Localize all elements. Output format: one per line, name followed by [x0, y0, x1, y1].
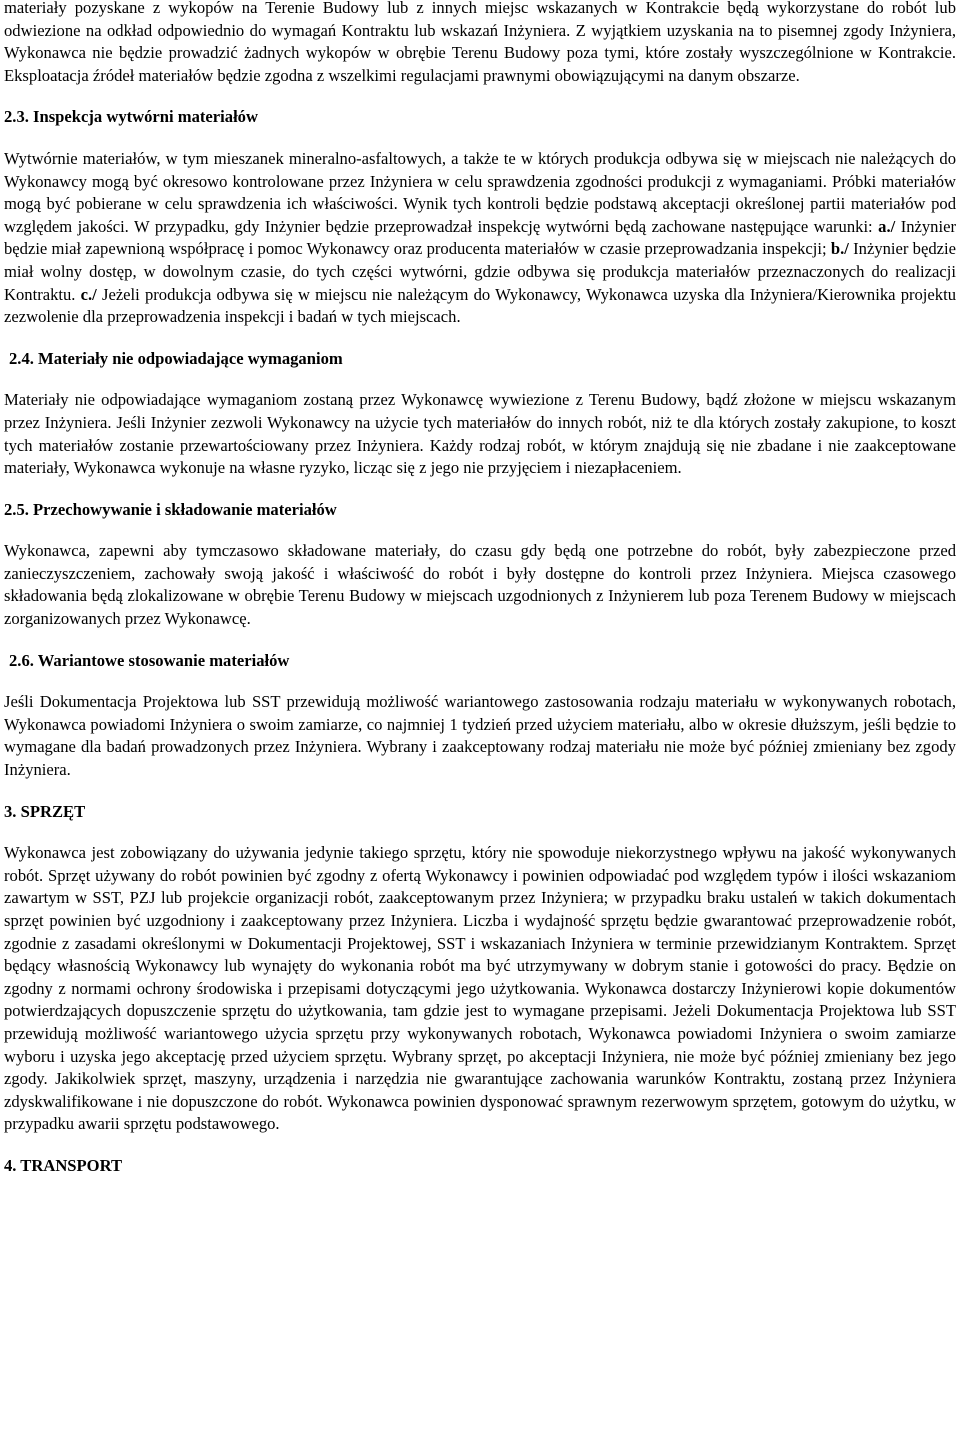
heading-3: 3. SPRZĘT [4, 801, 86, 821]
heading-4: 4. TRANSPORT [4, 1155, 123, 1175]
paragraph-3: Wykonawca jest zobowiązany do używania jedynie takiego sprzętu, który nie spowoduje niekorzystnego wpływu na jakość wykonywanych robót. Sprzęt używany do robót powinien być zgodny z ofertą Wykonawcy i powinien odpowiadać pod względem typów i ilości wskazaniom zawartym w SST, PZJ lub projekcie organizacji robót, zaakceptowanym przez Inżyniera; w przypadku braku ustaleń w takich dokumentach sprzęt powinien być uzgodniony i zaakceptowany przez Inżyniera. Liczba i wydajność sprzętu będzie gwarantować przeprowadzenie robót, zgodnie z zasadami określonymi w Dokumentacji Projektowej, SST i wskazaniach Inżyniera w terminie przewidzianym Kontraktem. Sprzęt będący własnością Wykonawcy lub wynajęty do wykonania robót ma być utrzymywany w dobrym stanie i gotowości do pracy. Będzie on zgodny z normami ochrony środowiska i przepisami dotyczącymi jego użytkowania. Wykonawca dostarczy Inżynierowi kopie dokumentów potwierdzających dopuszczenie sprzętu do użytkowania, tam gdzie jest to wymagane przepisami. Jeżeli Dokumentacja Projektowa lub SST przewidują możliwość wariantowego użycia sprzętu przy wykonywanych robotach, Wykonawca powiadomi Inżyniera o swoim zamiarze wyboru i uzyska jego akceptację przed użyciem sprzętu. Wybrany sprzęt, po akceptacji Inżyniera, nie może być później zmieniany bez jego zgody. Jakikolwiek sprzęt, maszyny, urządzenia i narzędzia nie gwarantujące zachowania warunków Kontraktu, zostaną przez Inżyniera zdyskwalifikowane i nie dopuszczone do robót. Wykonawca powinien dysponować sprawnym rezerwowym sprzętem, gotowym do użytku, w przypadku awarii sprzętu podstawowego. [4, 843, 956, 1134]
paragraph-2-3-text-4: Jeżeli produkcja odbywa się w miejscu nie należącym do Wykonawcy, Wykonawca uzyska dla Inżyniera/Kierownika projektu zezwolenie dla przeprowadzenia inspekcji i badań w tych miejscach. [4, 284, 956, 327]
intro-paragraph: materiały pozyskane z wykopów na Terenie Budowy lub z innych miejsc wskazanych w Kontrakcie będą wykorzystane do robót lub odwiezione na odkład odpowiednio do wymagań Kontraktu lub wskazań Inżyniera. Z wyjątkiem uzyskania na to pisemnej zgody Inżyniera, Wykonawca nie będzie prowadzić żadnych wykopów w obrębie Terenu Budowy poza tymi, które zostały wyszczególnione w Kontrakcie. Eksploatacja źródeł materiałów będzie zgodna z wszelkimi regulacjami prawnymi obowiązującymi na danym obszarze. [4, 0, 956, 85]
heading-2-6: 2.6. Wariantowe stosowanie materiałów [9, 650, 290, 670]
list-marker-b: b./ [830, 239, 849, 259]
paragraph-2-5: Wykonawca, zapewni aby tymczasowo składowane materiały, do czasu gdy będą one potrzebne do robót, były zabezpieczone przed zanieczyszczeniem, zachowały swoją jakość i właściwość do robót i były dostępne do kontroli przez Inżyniera. Miejsca czasowego składowania będą zlokalizowane w obrębie Terenu Budowy w miejscach uzgodnionych z Inżynierem lub poza Terenem Budowy w miejscach zorganizowanych przez Wykonawcę. [4, 541, 956, 629]
heading-2-3: 2.3. Inspekcja wytwórni materiałów [4, 107, 258, 127]
heading-2-4: 2.4. Materiały nie odpowiadające wymaganiom [9, 348, 343, 368]
paragraph-2-3-text-1: Wytwórnie materiałów, w tym mieszanek mineralno-asfaltowych, a także te w których produkcja odbywa się w miejscach nie należących do Wykonawcy mogą być okresowo kontrolowane przez Inżyniera w celu sprawdzenia zgodności produkcji z wymaganiami. Próbki materiałów mogą być pobierane w celu sprawdzenia ich właściwości. Wynik tych kontroli będzie podstawą akceptacji określonej partii materiałów pod względem jakości. W przypadku, gdy Inżynier będzie przeprowadzał inspekcję wytwórni będą zachowane następujące warunki: [4, 148, 956, 236]
paragraph-2-3 [4, 148, 956, 329]
paragraph-2-3-text-3: Inżynier będzie miał wolny dostęp, w dowolnym czasie, do tych części wytwórni, gdzie odbywa się produkcja materiałów przeznaczonych do realizacji Kontraktu. [4, 239, 956, 304]
heading-2-5: 2.5. Przechowywanie i składowanie materiałów [4, 499, 337, 519]
paragraph-2-6: Jeśli Dokumentacja Projektowa lub SST przewidują możliwość wariantowego zastosowania rodzaju materiału w wykonywanych robotach, Wykonawca powiadomi Inżyniera o swoim zamiarze, co najmniej 1 tydzień przed użyciem materiału, albo w okresie dłuższym, jeśli będzie to wymagane dla badań prowadzonych przez Inżyniera. Wybrany i zaakceptowany rodzaj materiału nie może być później zmieniany bez zgody Inżyniera. [4, 692, 956, 780]
list-marker-c: c./ [80, 284, 97, 304]
list-marker-a: a./ [878, 216, 896, 236]
paragraph-2-4: Materiały nie odpowiadające wymaganiom zostaną przez Wykonawcę wywiezione z Terenu Budowy, bądź złożone w miejscu wskazanym przez Inżyniera. Jeśli Inżynier zezwoli Wykonawcy na użycie tych materiałów do innych robót, niż te dla których zostały zakupione, to koszt tych materiałów zostanie przewartościowany przez Inżyniera. Każdy rodzaj robót, w którym znajdują się nie zbadane i nie zaakceptowane materiały, Wykonawca wykonuje na własne ryzyko, licząc się z jego nie przyjęciem i niezapłaceniem. [4, 390, 956, 478]
paragraph-2-3-text-2: Inżynier będzie miał zapewnioną współpracę i pomoc Wykonawcy oraz producenta materiałów w czasie przeprowadzania inspekcji; [4, 216, 956, 259]
